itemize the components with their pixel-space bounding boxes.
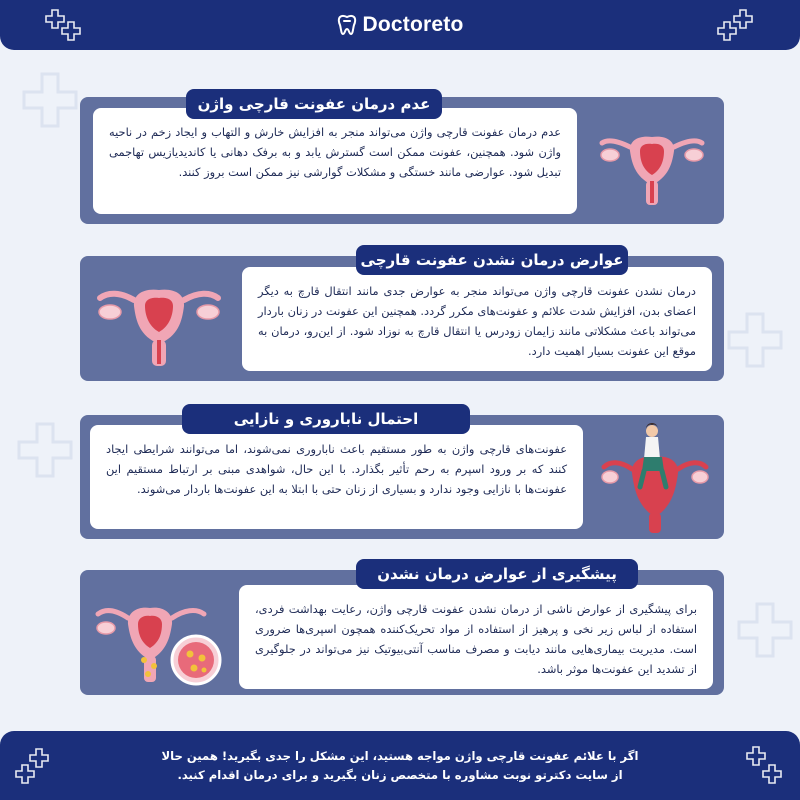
section-body-3: عفونت‌های قارچی واژن به طور مستقیم باعث ناباروری نمی‌شوند، اما می‌توانند شرایطی ایجاد کنند که بر ورود اسپرم به رحم تأثیر بگذارد. با این حال، شواهدی مبنی بر ارتباط مستقیم این عفونت‌ها با نازایی وجود ندارد و بسیاری از زنان حتی با ابتلا به این عفونت‌ها باردار می‌شوند.: [90, 425, 583, 529]
section-card-1: [80, 97, 724, 224]
background-cross-icon: [15, 420, 75, 480]
footer-bar: [0, 731, 800, 800]
section-title-2: عوارض درمان نشدن عفونت قارچی: [356, 245, 628, 275]
section-card-2: [80, 251, 724, 381]
medical-cross-cluster-icon: [745, 745, 785, 789]
footer-line-2: از سایت دکترتو نوبت مشاوره با متخصص زنان بگیرید و برای درمان اقدام کنید.: [177, 768, 623, 782]
background-cross-icon: [735, 600, 795, 660]
section-card-4: [80, 565, 724, 695]
footer-cta: [150, 747, 650, 785]
medical-cross-cluster-icon: [44, 8, 84, 42]
section-card-3: [80, 410, 724, 539]
brand-logo[interactable]: [337, 13, 464, 37]
background-cross-icon: [725, 310, 785, 370]
uterus-icon: [596, 115, 708, 207]
section-title-3: احتمال ناباروری و نازایی: [182, 404, 470, 434]
section-title-4: پیشگیری از عوارض درمان نشدن: [356, 559, 638, 589]
section-title-1: عدم درمان عفونت قارچی واژن: [186, 89, 442, 119]
infected-uterus-icon: [92, 584, 232, 688]
medical-cross-cluster-icon: [716, 8, 756, 42]
section-body-4: برای پیشگیری از عوارض ناشی از درمان نشدن عفونت قارچی واژن، رعایت بهداشت فردی، استفاده از لباس زیر نخی و پرهیز از استفاده از مواد تحریک‌کننده همچون اسپری‌ها ضروری است. مدیریت بیماری‌هایی مانند دیابت و مصرف مناسب آنتی‌بیوتیک نیز می‌تواند در جلوگیری از تشدید این عفونت‌ها موثر باشد.: [239, 585, 713, 689]
tooth-logo-icon: [337, 14, 357, 36]
woman-on-uterus-icon: [600, 417, 710, 537]
uterus-icon: [94, 270, 224, 370]
background-cross-icon: [20, 70, 80, 130]
brand-name: Doctoreto: [362, 13, 464, 36]
section-body-2: درمان نشدن عفونت قارچی واژن می‌تواند منجر به عوارض جدی مانند انتقال قارچ به دیگر اعضای بدن، افزایش شدت علائم و عفونت‌های مکرر گردد. همچنین این عفونت در زنان باردار می‌تواند باعث مشکلاتی مانند زایمان زودرس یا انتقال قارچ به نوزاد شود. از این‌رو، درمان به موقع این عفونت بسیار اهمیت دارد.: [242, 267, 712, 371]
footer-line-1: اگر با علائم عفونت قارچی واژن مواجه هستید، این مشکل را جدی بگیرید! همین حالا: [161, 749, 639, 763]
section-body-1: عدم درمان عفونت قارچی واژن می‌تواند منجر به افزایش خارش و التهاب و ایجاد زخم در ناحیه واژن شود. همچنین، عفونت ممکن است گسترش یابد و به برفک دهانی یا کاندیدیازیس تهاجمی تبدیل شود. عوارضی مانند خستگی و مشکلات گوارشی نیز ممکن است بروز کنند.: [93, 108, 577, 214]
medical-cross-cluster-icon: [14, 747, 54, 787]
header-bar: [0, 0, 800, 50]
